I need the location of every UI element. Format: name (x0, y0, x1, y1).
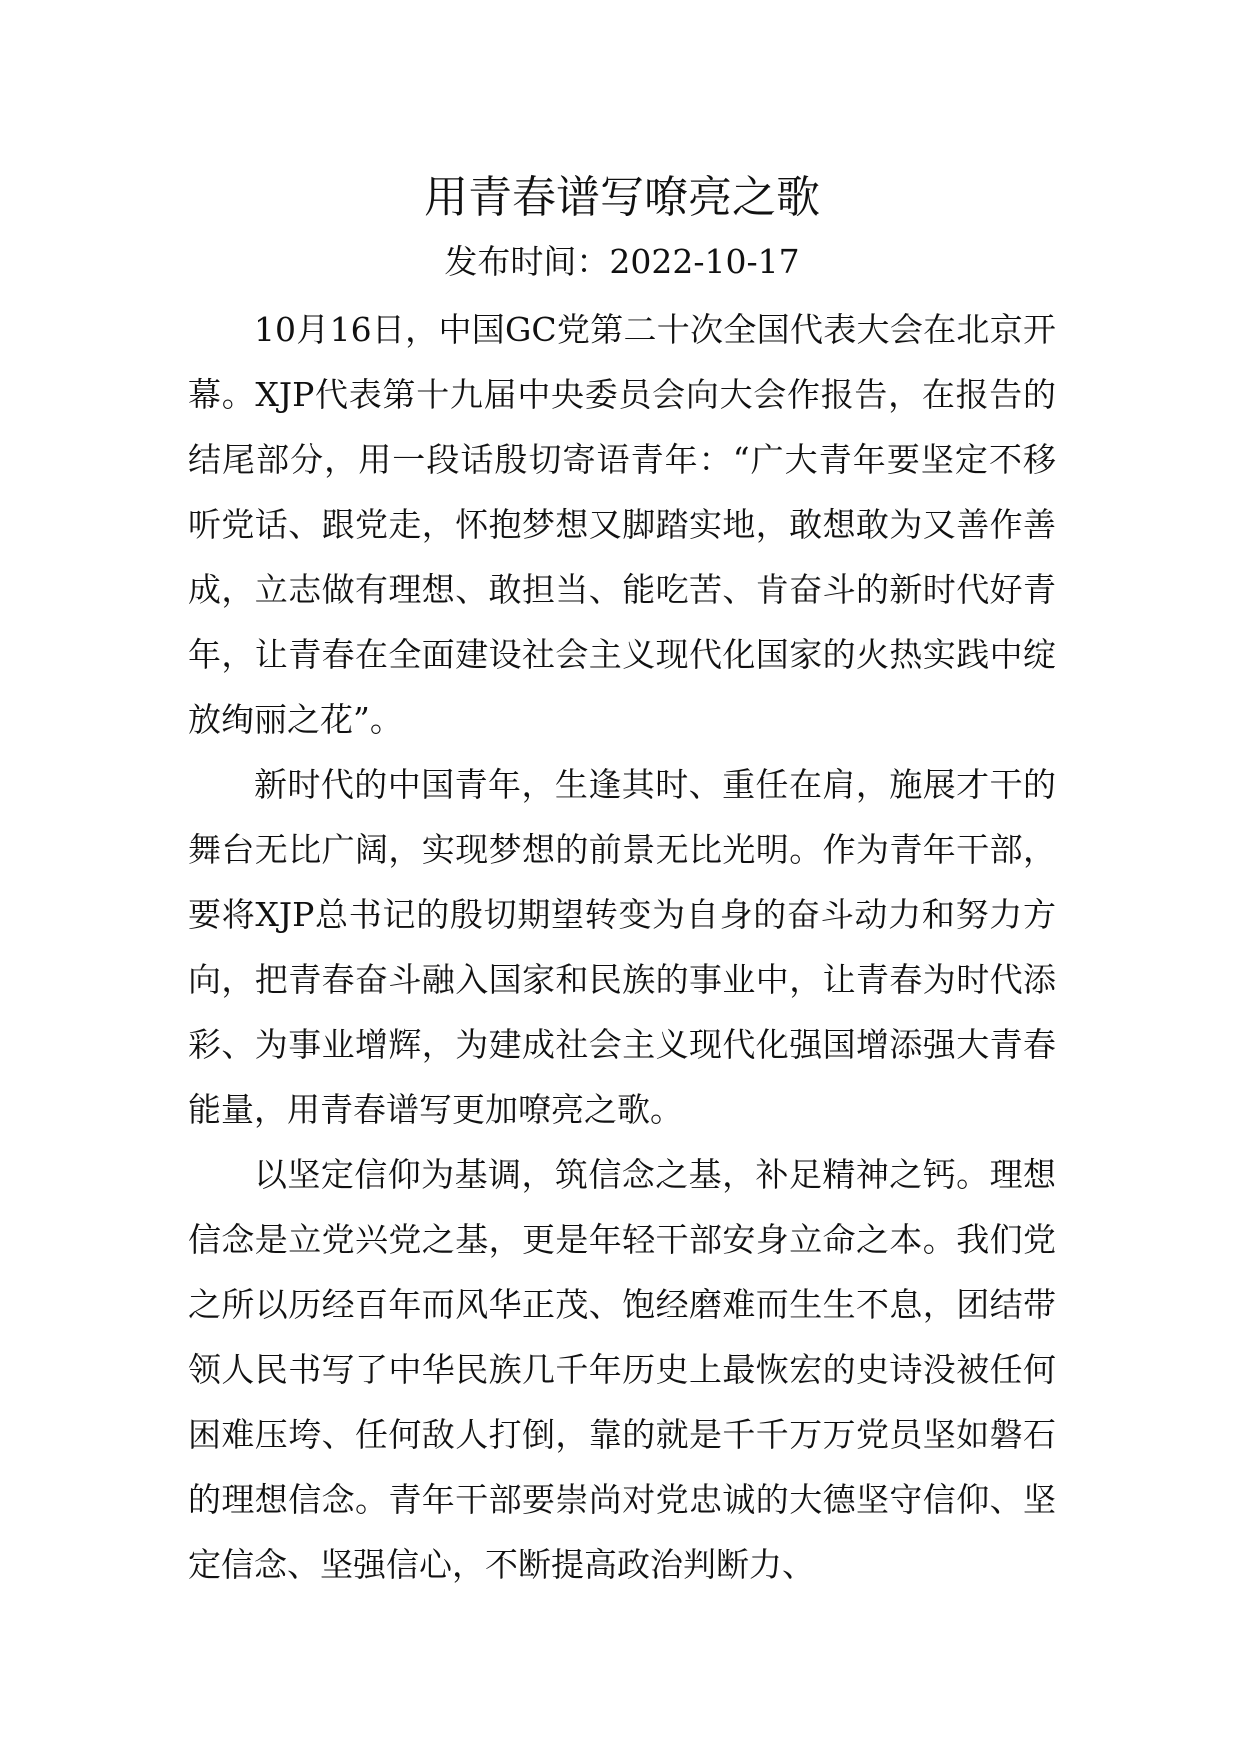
paragraph-2: 新时代的中国青年，生逢其时、重任在肩，施展才干的舞台无比广阔，实现梦想的前景无比光明。作为青年干部，要将XJP总书记的殷切期望转变为自身的奋斗动力和努力方向，把青春奋斗融入国家和民族的事业中，让青春为时代添彩、为事业增辉，为建成社会主义现代化强国增添强大青春能量，用青春谱写更加嘹亮之歌。 (188, 765, 1056, 1129)
document-title: 用青春谱写嘹亮之歌 (424, 172, 820, 223)
paragraph-3: 以坚定信仰为基调，筑信念之基，补足精神之钙。理想信念是立党兴党之基，更是年轻干部安身立命之本。我们党之所以历经百年而风华正茂、饱经磨难而生生不息，团结带领人民书写了中华民族几千年历史上最恢宏的史诗没被任何困难压垮、任何敌人打倒，靠的就是千千万万党员坚如磐石的理想信念。青年干部要崇尚对党忠诚的大德坚守信仰、坚定信念、坚强信心，不断提高政治判断力、 (188, 1155, 1056, 1584)
document-body (188, 297, 1056, 1597)
paragraph-1: 10月16日，中国GC党第二十次全国代表大会在北京开幕。XJP代表第十九届中央委员会向大会作报告，在报告的结尾部分，用一段话殷切寄语青年：“广大青年要坚定不移听党话、跟党走，怀抱梦想又脚踏实地，敢想敢为又善作善成，立志做有理想、敢担当、能吃苦、肯奋斗的新时代好青年，让青春在全面建设社会主义现代化国家的火热实践中绽放绚丽之花”。 (188, 310, 1056, 739)
publish-date: 发布时间：2022-10-17 (444, 242, 800, 281)
